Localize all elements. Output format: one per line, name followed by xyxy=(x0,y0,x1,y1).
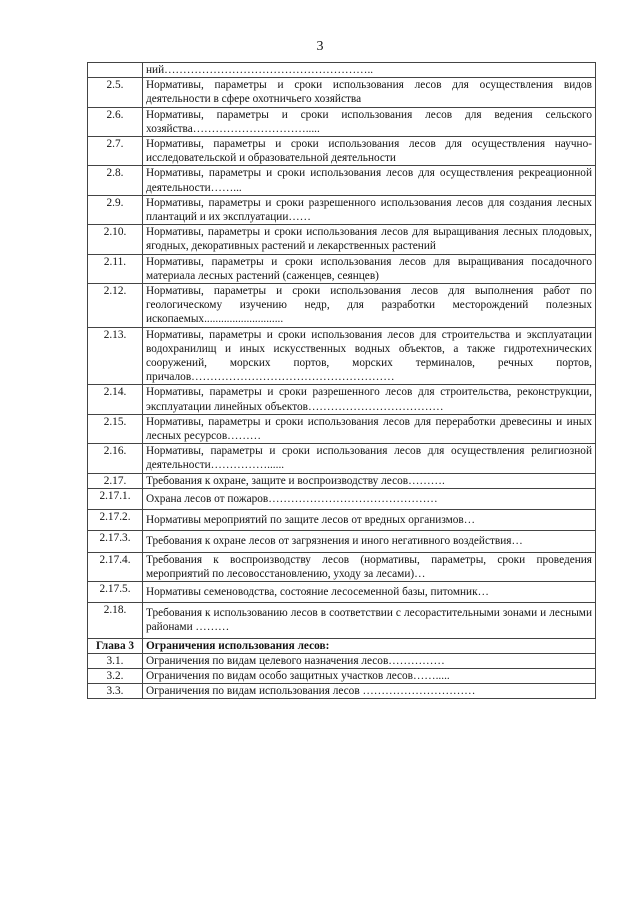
table-row xyxy=(88,668,596,683)
chapter-row xyxy=(88,638,596,653)
section-number: 2.8. xyxy=(88,166,143,195)
section-number: 2.11. xyxy=(88,254,143,283)
section-number: 2.17.1. xyxy=(88,488,143,509)
section-title: Требования к охране, защите и воспроизводству лесов………. xyxy=(143,473,596,488)
section-number: 2.16. xyxy=(88,444,143,473)
page-number: 3 xyxy=(316,39,324,54)
section-number: 2.12. xyxy=(88,284,143,328)
section-title: Ограничения по видам целевого назначения лесов…………… xyxy=(143,653,596,668)
section-number: 2.9. xyxy=(88,195,143,224)
table-row xyxy=(88,531,596,552)
table-row xyxy=(88,684,596,699)
section-number: 2.10. xyxy=(88,225,143,254)
section-title: Охрана лесов от пожаров……………………………………… xyxy=(143,488,596,509)
table-row xyxy=(88,603,596,638)
section-title: Ограничения по видам особо защитных участков лесов……..... xyxy=(143,668,596,683)
section-title: Нормативы, параметры и сроки использования лесов для осуществления рекреационной деятельности……... xyxy=(143,166,596,195)
section-title: Нормативы, параметры и сроки использования лесов для осуществления научно-исследовательской и образовательной деятельности xyxy=(143,137,596,166)
section-number: 2.6. xyxy=(88,107,143,136)
table-row xyxy=(88,137,596,166)
table-row xyxy=(88,510,596,531)
section-title: Нормативы, параметры и сроки использования лесов для осуществления видов деятельности в сфере охотничьего хозяйства xyxy=(143,78,596,107)
section-title: Нормативы семеноводства, состояние лесосеменной базы, питомник… xyxy=(143,581,596,602)
table-row xyxy=(88,225,596,254)
table-row xyxy=(88,78,596,107)
table-row xyxy=(88,444,596,473)
section-title: Нормативы, параметры и сроки разрешенного лесов для строительства, реконструкции, эксплуатации линейных объектов……………………………… xyxy=(143,385,596,414)
table-row xyxy=(88,63,596,78)
section-number: 3.2. xyxy=(88,668,143,683)
section-title: Нормативы, параметры и сроки использования лесов для ведения сельского хозяйства…………………………..... xyxy=(143,107,596,136)
section-title: Ограничения по видам использования лесов ………………………… xyxy=(143,684,596,699)
section-title: Требования к использованию лесов в соответствии с лесорастительными зонами и лесными районами ……… xyxy=(143,603,596,638)
section-title: Нормативы мероприятий по защите лесов от вредных организмов… xyxy=(143,510,596,531)
table-row xyxy=(88,166,596,195)
section-number: 2.13. xyxy=(88,327,143,385)
table-row xyxy=(88,385,596,414)
section-title: Нормативы, параметры и сроки использования лесов для выращивания лесных плодовых, ягодных, декоративных растений и лекарственных растений xyxy=(143,225,596,254)
section-title: Нормативы, параметры и сроки использования лесов для выращивания посадочного материала лесных растений (саженцев, сеянцев) xyxy=(143,254,596,283)
table-of-contents xyxy=(87,62,596,699)
table-row xyxy=(88,414,596,443)
chapter-number: Глава 3 xyxy=(88,638,143,653)
table-row xyxy=(88,107,596,136)
section-title: ний……………………………………………….. xyxy=(143,63,596,78)
section-title: Нормативы, параметры и сроки использования лесов для строительства и эксплуатации водохранилищ и иных искусственных водных объектов, а также гидротехнических сооружений, морских портов, морских терминалов, речных портов, причалов……………………………………………… xyxy=(143,327,596,385)
section-number: 3.3. xyxy=(88,684,143,699)
table-row xyxy=(88,284,596,328)
section-number: 2.14. xyxy=(88,385,143,414)
table-row xyxy=(88,653,596,668)
table-row xyxy=(88,254,596,283)
table-row xyxy=(88,473,596,488)
section-title: Нормативы, параметры и сроки использования лесов для осуществления религиозной деятельности……………...... xyxy=(143,444,596,473)
table-row xyxy=(88,327,596,385)
table-row xyxy=(88,195,596,224)
section-number: 2.18. xyxy=(88,603,143,638)
section-number: 2.17.4. xyxy=(88,552,143,581)
section-number xyxy=(88,63,143,78)
table-row xyxy=(88,488,596,509)
section-number: 2.17.2. xyxy=(88,510,143,531)
section-number: 2.17. xyxy=(88,473,143,488)
section-number: 2.5. xyxy=(88,78,143,107)
section-title: Нормативы, параметры и сроки использования лесов для выполнения работ по геологическому изучению недр, для разработки месторождений полезных ископаемых............................ xyxy=(143,284,596,328)
section-title: Требования к воспроизводству лесов (нормативы, параметры, сроки проведения мероприятий по лесовосстановлению, уходу за лесами)… xyxy=(143,552,596,581)
section-number: 2.15. xyxy=(88,414,143,443)
section-number: 2.17.3. xyxy=(88,531,143,552)
section-number: 2.17.5. xyxy=(88,581,143,602)
section-number: 3.1. xyxy=(88,653,143,668)
section-number: 2.7. xyxy=(88,137,143,166)
table-row xyxy=(88,552,596,581)
table-row xyxy=(88,581,596,602)
section-title: Требования к охране лесов от загрязнения и иного негативного воздействия… xyxy=(143,531,596,552)
chapter-title: Ограничения использования лесов: xyxy=(143,638,596,653)
section-title: Нормативы, параметры и сроки использования лесов для переработки древесины и иных лесных ресурсов……… xyxy=(143,414,596,443)
section-title: Нормативы, параметры и сроки разрешенного использования лесов для создания лесных плантаций и их эксплуатации…… xyxy=(143,195,596,224)
